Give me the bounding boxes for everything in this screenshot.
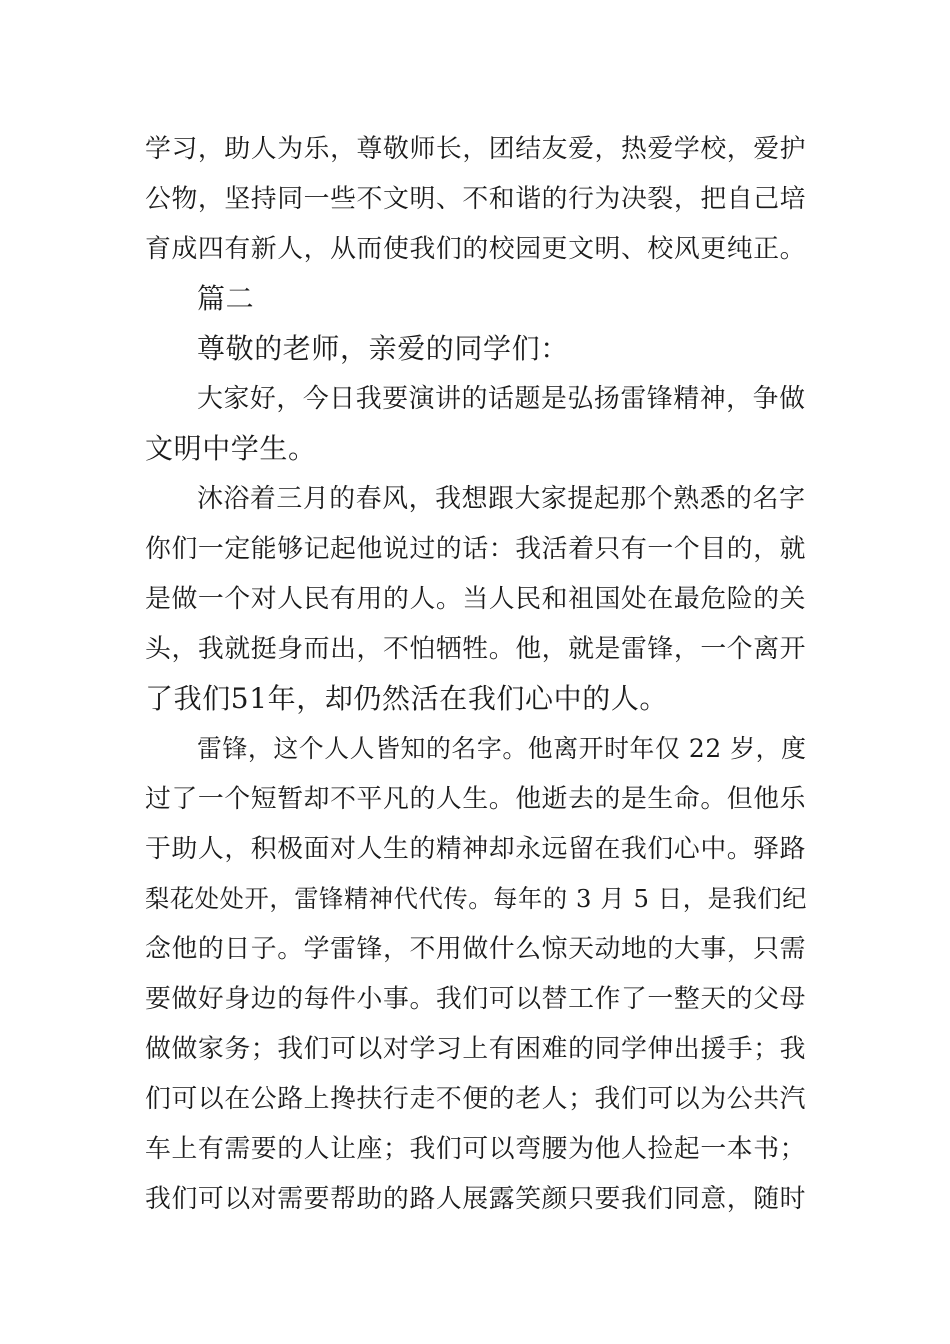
text-line: 你们一定能够记起他说过的话：我活着只有一个目的，就	[145, 534, 807, 564]
text-line: 们可以在公路上搀扶行走不便的老人；我们可以为公共汽	[145, 1084, 807, 1114]
text-line: 学习，助人为乐，尊敬师长，团结友爱，热爱学校，爱护	[145, 134, 807, 164]
text-line: 文明中学生。	[145, 432, 317, 465]
text-line: 车上有需要的人让座；我们可以弯腰为他人捡起一本书；	[145, 1134, 807, 1164]
text-line: 做做家务；我们可以对学习上有困难的同学伸出援手；我	[145, 1034, 807, 1064]
text-line: 念他的日子。学雷锋，不用做什么惊天动地的大事，只需	[145, 934, 807, 964]
text-line: 沐浴着三月的春风，我想跟大家提起那个熟悉的名字	[197, 484, 806, 514]
text-line: 要做好身边的每件小事。我们可以替工作了一整天的父母	[145, 984, 807, 1014]
text-line: 头，我就挺身而出，不怕牺牲。他，就是雷锋，一个离开	[145, 634, 807, 664]
text-line: 了我们51年，却仍然活在我们心中的人。	[145, 682, 669, 715]
text-line: 我们可以对需要帮助的路人展露笑颜只要我们同意，随时	[145, 1184, 807, 1214]
text-line: 是做一个对人民有用的人。当人民和祖国处在最危险的关	[145, 584, 807, 614]
text-line: 育成四有新人，从而使我们的校园更文明、校风更纯正。	[145, 234, 807, 264]
text-line: 梨花处处开，雷锋精神代代传。每年的 3 月 5 日，是我们纪	[145, 884, 808, 913]
section-heading: 篇二	[197, 282, 255, 315]
text-line: 雷锋，这个人人皆知的名字。他离开时年仅 22 岁，度	[197, 734, 807, 763]
text-line: 于助人，积极面对人生的精神却永远留在我们心中。驿路	[145, 834, 807, 864]
salutation: 尊敬的老师，亲爱的同学们：	[197, 332, 569, 365]
text-line: 大家好，今日我要演讲的话题是弘扬雷锋精神，争做	[197, 384, 806, 414]
text-line: 过了一个短暂却不平凡的人生。他逝去的是生命。但他乐	[145, 784, 807, 814]
text-line: 公物，坚持同一些不文明、不和谐的行为决裂，把自己培	[145, 184, 807, 214]
